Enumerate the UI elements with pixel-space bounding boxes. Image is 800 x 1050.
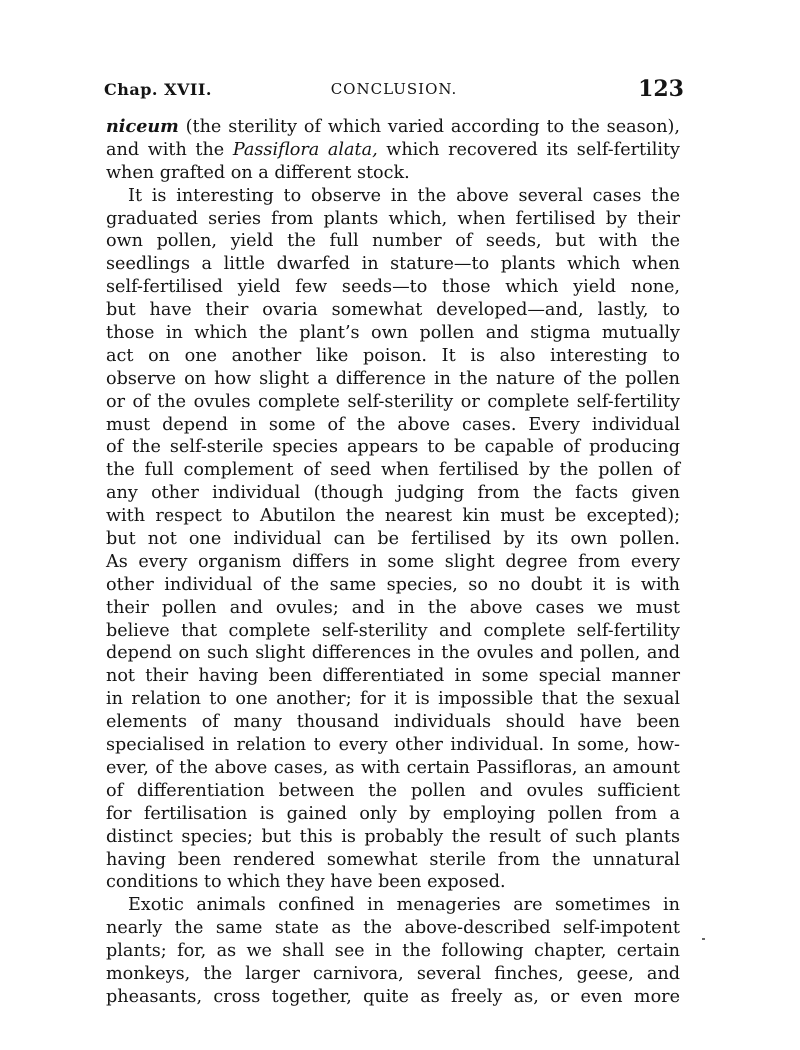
text-line: other individual of the same species, so no doubt it is with xyxy=(106,574,680,595)
text-line: for fertilisation is gained only by employing pollen from a xyxy=(106,803,680,824)
text-line: with respect to Abutilon the nearest kin must be excepted); xyxy=(106,506,680,527)
text-line: or of the ovules complete self-sterility or complete self-fertility xyxy=(106,391,680,412)
text-line: nearly the same state as the above-described self-impotent xyxy=(106,918,680,939)
text-line: depend on such slight differences in the ovules and pollen, and xyxy=(106,643,680,664)
text-line: observe on how slight a difference in the nature of the pollen xyxy=(106,368,680,389)
text-run: which recovered its self-fertility xyxy=(377,139,680,160)
text-line: but not one individual can be fertilised by its own pollen. xyxy=(106,529,680,550)
text-line: graduated series from plants which, when fertilised by their xyxy=(106,208,680,229)
margin-speck xyxy=(702,938,705,940)
text-line: any other individual (though judging from the facts given xyxy=(106,483,680,504)
text-line: having been rendered somewhat sterile from the unnatural xyxy=(106,849,680,870)
text-line: self-fertilised yield few seeds—to those which yield none, xyxy=(106,277,680,298)
text-line: elements of many thousand individuals should have been xyxy=(106,712,680,733)
text-line: seedlings a little dwarfed in stature—to plants which when xyxy=(106,254,680,275)
chapter-title: CONCLUSION. xyxy=(330,80,458,98)
text-run: and with the xyxy=(106,139,233,160)
text-line: plants; for, as we shall see in the following chapter, certain xyxy=(106,941,680,962)
body-text xyxy=(106,116,680,1009)
text-line: but have their ovaria somewhat developed—and, lastly, to xyxy=(106,300,680,321)
text-line: Exotic animals confined in menageries are sometimes in xyxy=(128,895,680,916)
text-line: must depend in some of the above cases. Every individual xyxy=(106,414,680,435)
text-line: of the self-sterile species appears to be capable of producing xyxy=(106,437,680,458)
text-line xyxy=(106,139,680,162)
text-line xyxy=(106,116,680,139)
text-line: not their having been differentiated in some special manner xyxy=(106,666,680,687)
text-line: those in which the plant’s own pollen and stigma mutually xyxy=(106,323,680,344)
text-line: specialised in relation to every other individual. In some, how- xyxy=(106,735,680,756)
text-line: act on one another like poison. It is also interesting to xyxy=(106,345,680,366)
running-head xyxy=(104,78,684,104)
text-line: ever, of the above cases, as with certain Passifloras, an amount xyxy=(106,757,680,778)
text-line: pheasants, cross together, quite as freely as, or even more xyxy=(106,986,680,1007)
text-line: the full complement of seed when fertilised by the pollen of xyxy=(106,460,680,481)
page-number: 123 xyxy=(638,76,684,102)
text-line: their pollen and ovules; and in the above cases we must xyxy=(106,597,680,618)
italic-term: niceum xyxy=(106,116,179,137)
text-line: monkeys, the larger carnivora, several finches, geese, and xyxy=(106,963,680,984)
text-line: believe that complete self-sterility and complete self-fertility xyxy=(106,620,680,641)
text-line: distinct species; but this is probably the result of such plants xyxy=(106,826,680,847)
text-line: own pollen, yield the full number of seeds, but with the xyxy=(106,231,680,252)
text-line: of differentiation between the pollen and ovules sufficient xyxy=(106,780,680,801)
text-line: It is interesting to observe in the above several cases the xyxy=(128,185,680,206)
text-line: when grafted on a different stock. xyxy=(106,162,410,183)
italic-term: Passiflora alata, xyxy=(232,139,378,160)
text-run: (the sterility of which varied according to the season), xyxy=(178,117,680,137)
text-line: conditions to which they have been exposed. xyxy=(106,872,506,893)
text-line: As every organism differs in some slight degree from every xyxy=(106,551,680,572)
chapter-label: Chap. XVII. xyxy=(104,80,212,99)
text-line: in relation to one another; for it is impossible that the sexual xyxy=(106,689,680,710)
